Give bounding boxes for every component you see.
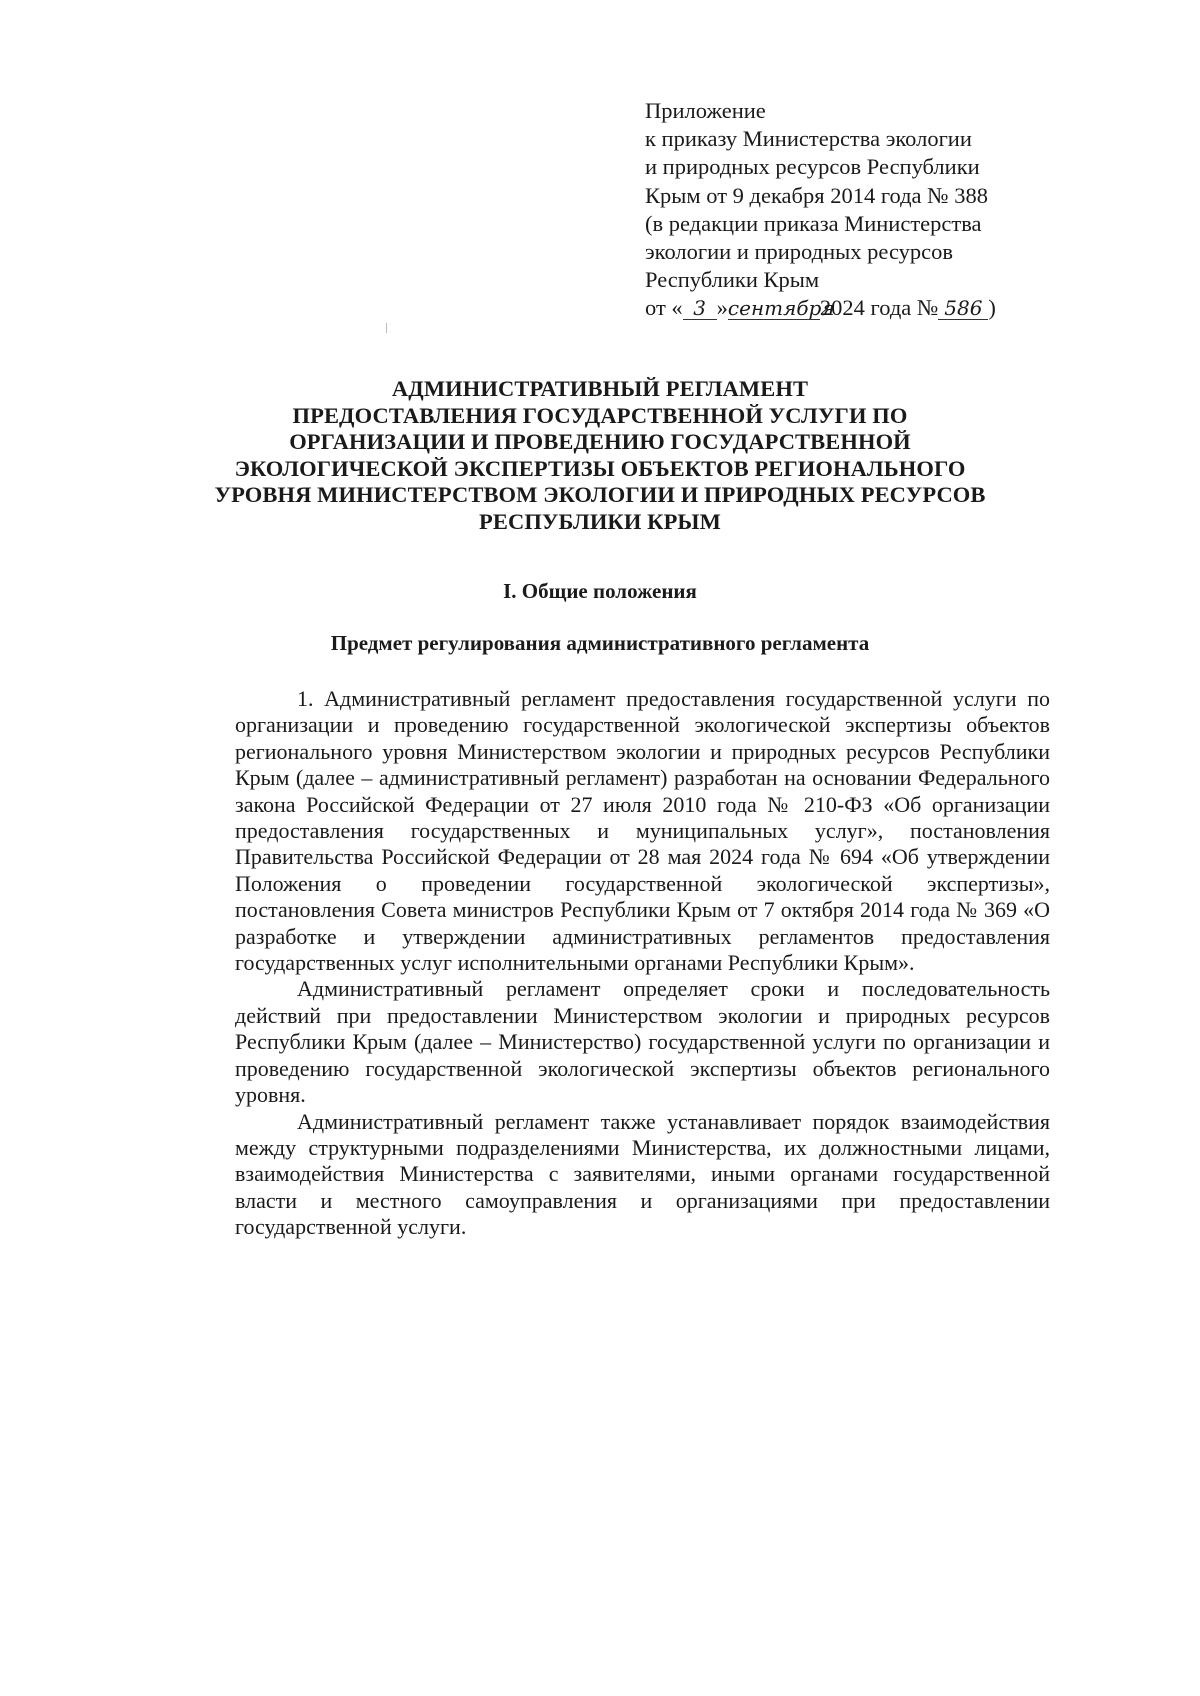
title-line: РЕСПУБЛИКИ КРЫМ	[479, 508, 721, 534]
title-line: АДМИНИСТРАТИВНЫЙ РЕГЛАМЕНТ	[391, 376, 809, 401]
date-year-text: 2024 года №	[819, 295, 939, 321]
paragraph: Административный регламент определяет сроки и последовательность действий при предоставлении Министерством экологии и природных ресурсов Республики Крым (далее – Министерство) государственной услуги по организации и проведению государственной экологической экспертизы объектов регионального уровня.	[235, 976, 1050, 1108]
handwritten-month: сентября	[727, 296, 835, 321]
date-quote-close: »	[716, 295, 728, 321]
subsection-heading: Предмет регулирования административного регламента	[330, 631, 870, 655]
appendix-line: к приказу Министерства экологии	[645, 126, 972, 152]
scan-artifact	[386, 323, 387, 333]
appendix-date-line	[645, 294, 1065, 322]
title-line: ЭКОЛОГИЧЕСКОЙ ЭКСПЕРТИЗЫ ОБЪЕКТОВ РЕГИОНАЛЬНОГО	[234, 455, 966, 481]
paragraph: 1. Административный регламент предоставления государственной услуги по организации и проведению государственной экологической экспертизы объектов регионального уровня Министерством экологии и природных ресурсов Республики Крым (далее – административный регламент) разработан на основании Федерального закона Российской Федерации от 27 июля 2010 года № 210-ФЗ «Об организации предоставления государственных и муниципальных услуг», постановления Правительства Российской Федерации от 28 мая 2024 года № 694 «Об утверждении Положения о проведении государственной экологической экспертизы», постановления Совета министров Республики Крым от 7 октября 2014 года № 369 «О разработке и утверждении административных регламентов предоставления государственных услуг исполнительными органами Республики Крым».	[235, 686, 1050, 976]
appendix-line: экологии и природных ресурсов	[645, 239, 953, 265]
appendix-line: Приложение	[645, 98, 766, 123]
appendix-block	[645, 97, 1065, 323]
title-line: ОРГАНИЗАЦИИ И ПРОВЕДЕНИЮ ГОСУДАРСТВЕННОЙ	[289, 429, 911, 455]
document-title	[210, 376, 990, 536]
title-line: УРОВНЯ МИНИСТЕРСТВОМ ЭКОЛОГИИ И ПРИРОДНЫХ РЕСУРСОВ	[214, 482, 986, 508]
paragraph: Административный регламент также устанавливает порядок взаимодействия между структурными подразделениями Министерства, их должностными лицами, взаимодействия Министерства с заявителями, иными органами государственной власти и местного самоуправления и организациями при предоставлении государственной услуги.	[235, 1108, 1050, 1240]
appendix-line: (в редакции приказа Министерства	[645, 210, 982, 236]
appendix-line: Республики Крым	[645, 267, 820, 293]
appendix-line: и природных ресурсов Республики	[645, 154, 980, 180]
appendix-line: Крым от 9 декабря 2014 года № 388	[645, 182, 989, 208]
body-text	[235, 686, 1050, 1241]
handwritten-day: 3	[683, 297, 717, 320]
section-heading: I. Общие положения	[503, 579, 697, 603]
date-prefix: от «	[645, 295, 683, 321]
title-line: ПРЕДОСТАВЛЕНИЯ ГОСУДАРСТВЕННОЙ УСЛУГИ ПО	[292, 402, 908, 428]
date-suffix: )	[988, 295, 996, 321]
handwritten-order-number: 586	[938, 297, 988, 320]
